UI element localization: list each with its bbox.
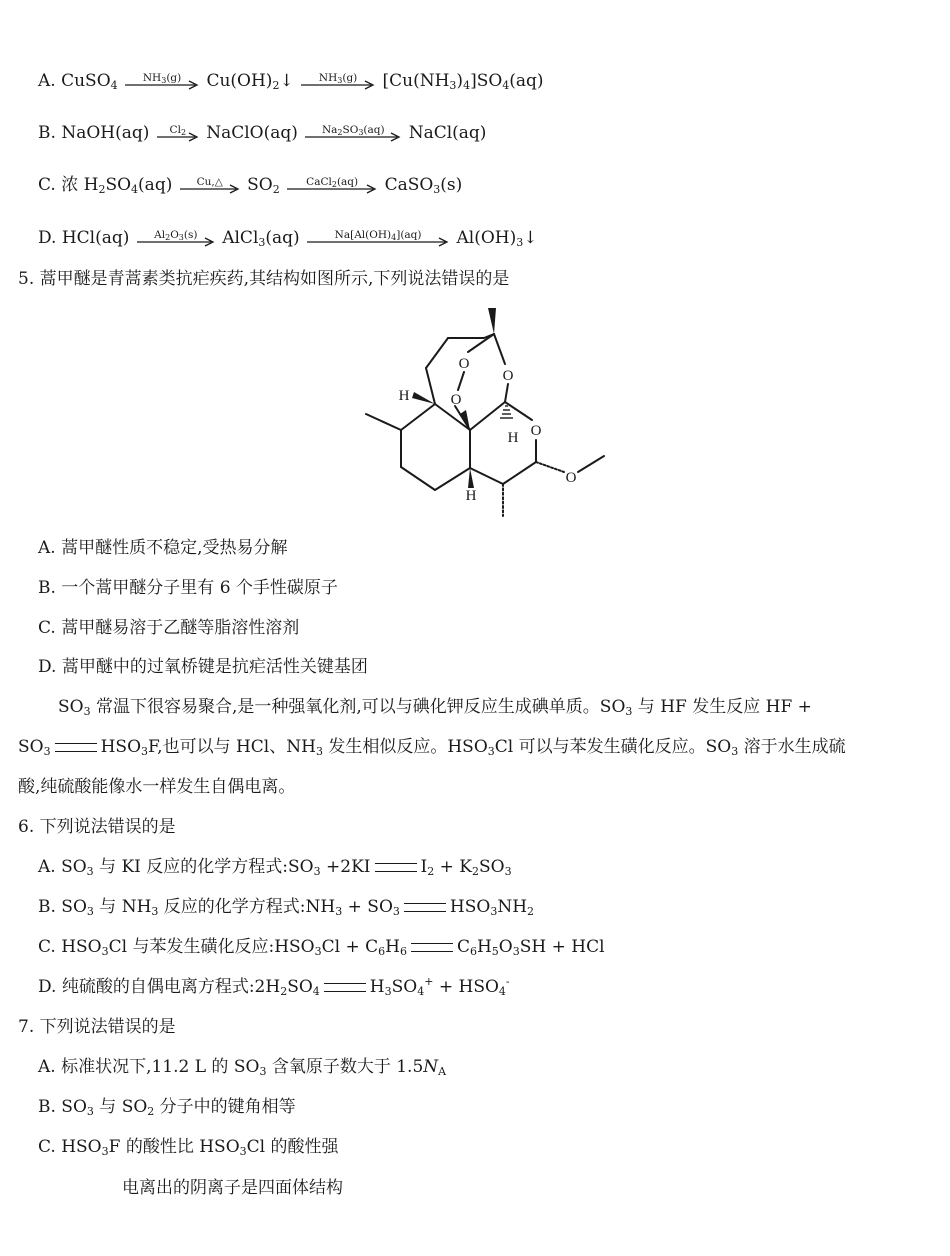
oxygen-label: O: [502, 368, 514, 384]
hydrogen-label: H: [507, 430, 519, 446]
q7-option-a: A. 标准状况下,11.2 L 的 $SO_3$ 含氧原子数大于 $1.5N_A$: [38, 1057, 447, 1078]
equals-sign: [411, 943, 453, 952]
equals-sign: [375, 863, 417, 872]
equals-sign: [324, 983, 366, 992]
equals-sign: [55, 743, 97, 752]
reaction-arrow: $NH_3(g)$: [301, 71, 375, 93]
q5-option-c: C. 蒿甲醚易溶于乙醚等脂溶性溶剂: [38, 618, 300, 638]
q4-option-a: A. CuSO$_4$ $NH_3(g)$ $Cu(OH)_2↓$ $NH_3(g)$ $[Cu(NH_3)_4]SO_4(aq)$: [38, 71, 544, 92]
q7-option-c: C. $HSO_3F$ 的酸性比 $HSO_3Cl$ 的酸性强: [38, 1137, 339, 1158]
q7-option-d-partial: 电离出的阴离子是四面体结构: [122, 1178, 343, 1198]
hydrogen-label: H: [465, 488, 477, 504]
oxygen-label: O: [565, 470, 577, 486]
reaction-arrow: Cu,△: [180, 175, 240, 197]
question-6-stem: 6. 下列说法错误的是: [18, 817, 176, 837]
q5-option-b: B. 一个蒿甲醚分子里有 6 个手性碳原子: [38, 578, 338, 598]
reaction-arrow: $Al_2O_3(s)$: [137, 228, 215, 250]
q6-option-b: B. $SO_3$ 与 $NH_3$ 反应的化学方程式$:NH_3 + SO_3$ $HSO_3NH_2$: [38, 897, 535, 918]
q6-option-d: D. 纯硫酸的自偶电离方程式$:2H_2SO_4$ $H_3SO_4^+ + HSO_4^-$: [38, 975, 510, 998]
reaction-arrow: $Na[Al(OH)_4](aq)$: [307, 228, 449, 250]
q4-option-b: B. NaOH(aq) $Cl_2$ NaClO(aq) $Na_2SO_3(aq)$ NaCl(aq): [38, 123, 487, 143]
passage-line-1: $SO_3$ 常温下很容易聚合,是一种强氧化剂,可以与碘化钾反应生成碘单质。$SO_3$ 与 HF 发生反应 HF +: [58, 697, 812, 718]
q4-option-d: D. HCl(aq) $Al_2O_3(s)$ AlCl$_3$(aq) $Na[Al(OH)_4](aq)$ $Al(OH)_3↓$: [38, 228, 538, 249]
passage-line-3: 酸,纯硫酸能像水一样发生自偶电离。: [18, 777, 296, 797]
q4-option-c: C. 浓 $H_2SO_4(aq)$ Cu,△ $SO_2$ CaCl$_2$(aq) CaSO$_3$(s): [38, 175, 463, 196]
q5-option-d: D. 蒿甲醚中的过氧桥键是抗疟活性关键基团: [38, 657, 368, 677]
question-7-stem: 7. 下列说法错误的是: [18, 1017, 176, 1037]
reaction-arrow: $NH_3(g)$: [125, 71, 199, 93]
oxygen-label: O: [530, 423, 542, 439]
q6-option-a: A. $SO_3$ 与 KI 反应的化学方程式$:SO_3 +2KI$ $I_2 + K_2SO_3$: [38, 857, 512, 878]
equals-sign: [404, 903, 446, 912]
q6-option-c: C. $HSO_3Cl$ 与苯发生磺化反应$:HSO_3Cl + C_6H_6$ $C_6H_5O_3SH$ + HCl: [38, 937, 605, 958]
passage-line-2: $SO_3$ $HSO_3F$,也可以与 HCl、$NH_3$ 发生相似反应。$HSO_3Cl$ 可以与苯发生磺化反应。$SO_3$ 溶于水生成硫: [18, 737, 846, 758]
artemether-structure-diagram: [360, 302, 610, 522]
reaction-arrow: $Na_2SO_3(aq)$: [305, 123, 401, 145]
hydrogen-label: H: [398, 388, 410, 404]
reaction-arrow: CaCl$_2$(aq): [287, 175, 377, 197]
oxygen-label: O: [450, 392, 462, 408]
q7-option-b: B. $SO_3$ 与 $SO_2$ 分子中的键角相等: [38, 1097, 296, 1118]
oxygen-label: O: [458, 356, 470, 372]
q5-option-a: A. 蒿甲醚性质不稳定,受热易分解: [38, 538, 288, 558]
reaction-arrow: $Cl_2$: [157, 123, 199, 145]
question-5-stem: 5. 蒿甲醚是青蒿素类抗疟疾药,其结构如图所示,下列说法错误的是: [18, 269, 510, 289]
